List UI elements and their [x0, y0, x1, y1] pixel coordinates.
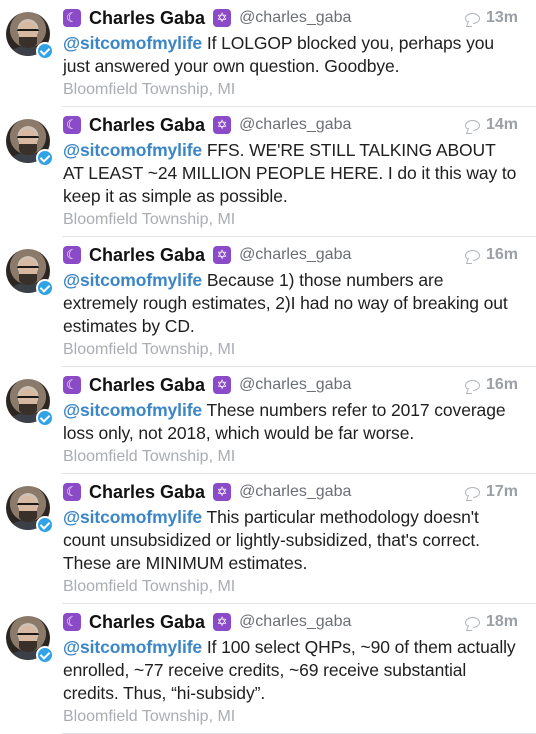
verified-badge-icon [36, 516, 54, 534]
avatar[interactable] [6, 379, 56, 429]
timestamp: 16m [485, 376, 518, 393]
star-of-david-icon: ✡ [213, 9, 231, 27]
tweet-body: If 100 select QHPs, ~90 of them actually enrolled, ~77 receive credits, ~69 receive substantial credits. Thus, “hi-subsidy”. [63, 637, 516, 703]
tweet[interactable] [0, 604, 536, 734]
tweet-location: Bloomfield Township, MI [63, 448, 236, 465]
crescent-moon-icon: ☾ [63, 246, 81, 264]
display-name[interactable]: Charles Gaba [89, 114, 206, 135]
reply-icon [465, 120, 480, 131]
tweet-text [63, 399, 518, 445]
tweet[interactable] [0, 367, 536, 474]
mention-link[interactable]: @sitcomofmylife [63, 637, 203, 657]
tweet-header [63, 373, 518, 397]
tweet-header [63, 243, 518, 267]
tweet-header [63, 480, 518, 504]
tweet-location: Bloomfield Township, MI [63, 211, 236, 228]
timestamp: 13m [485, 9, 518, 26]
reply-icon [465, 380, 480, 391]
reply-icon [465, 13, 480, 24]
tweet[interactable] [0, 237, 536, 367]
mention-link[interactable]: @sitcomofmylife [63, 33, 203, 53]
reply-icon [465, 487, 480, 498]
star-of-david-icon: ✡ [213, 613, 231, 631]
tweet-header [63, 6, 518, 30]
tweet-header [63, 113, 518, 137]
mention-link[interactable]: @sitcomofmylife [63, 400, 203, 420]
user-handle[interactable]: @charles_gaba [239, 483, 352, 500]
timestamp: 14m [485, 116, 518, 133]
avatar[interactable] [6, 486, 56, 536]
tweet[interactable] [0, 107, 536, 237]
verified-badge-icon [36, 279, 54, 297]
verified-badge-icon [36, 646, 54, 664]
user-handle[interactable]: @charles_gaba [239, 9, 352, 26]
star-of-david-icon: ✡ [213, 116, 231, 134]
mention-link[interactable]: @sitcomofmylife [63, 507, 203, 527]
timestamp: 17m [485, 483, 518, 500]
crescent-moon-icon: ☾ [63, 116, 81, 134]
tweet[interactable] [0, 0, 536, 107]
timestamp: 18m [485, 613, 518, 630]
tweet-text [63, 506, 518, 575]
reply-icon [465, 617, 480, 628]
tweet-text [63, 636, 518, 705]
crescent-moon-icon: ☾ [63, 376, 81, 394]
display-name[interactable]: Charles Gaba [89, 481, 206, 502]
display-name[interactable]: Charles Gaba [89, 611, 206, 632]
display-name[interactable]: Charles Gaba [89, 374, 206, 395]
tweet-body: These numbers refer to 2017 coverage loss only, not 2018, which would be far worse. [63, 400, 506, 443]
mention-link[interactable]: @sitcomofmylife [63, 140, 203, 160]
tweet-location: Bloomfield Township, MI [63, 578, 236, 595]
user-handle[interactable]: @charles_gaba [239, 613, 352, 630]
tweet-location: Bloomfield Township, MI [63, 708, 236, 725]
verified-badge-icon [36, 409, 54, 427]
crescent-moon-icon: ☾ [63, 9, 81, 27]
tweet-header [63, 610, 518, 634]
tweet-body: This particular methodology doesn't count unsubsidized or lightly-subsidized, that's correct. These are MINIMUM estimates. [63, 507, 480, 573]
star-of-david-icon: ✡ [213, 376, 231, 394]
verified-badge-icon [36, 149, 54, 167]
tweet[interactable] [0, 474, 536, 604]
display-name[interactable]: Charles Gaba [89, 7, 206, 28]
avatar[interactable] [6, 119, 56, 169]
mention-link[interactable]: @sitcomofmylife [63, 270, 203, 290]
reply-icon [465, 250, 480, 261]
timestamp: 16m [485, 246, 518, 263]
tweet-text [63, 32, 518, 78]
user-handle[interactable]: @charles_gaba [239, 376, 352, 393]
tweet-body: Because 1) those numbers are extremely rough estimates, 2)I had no way of breaking out estimates by CD. [63, 270, 508, 336]
display-name[interactable]: Charles Gaba [89, 244, 206, 265]
avatar[interactable] [6, 616, 56, 666]
verified-badge-icon [36, 42, 54, 60]
user-handle[interactable]: @charles_gaba [239, 116, 352, 133]
crescent-moon-icon: ☾ [63, 483, 81, 501]
star-of-david-icon: ✡ [213, 246, 231, 264]
crescent-moon-icon: ☾ [63, 613, 81, 631]
avatar[interactable] [6, 12, 56, 62]
tweet-location: Bloomfield Township, MI [63, 81, 236, 98]
tweet-text [63, 269, 518, 338]
tweet-text [63, 139, 518, 208]
user-handle[interactable]: @charles_gaba [239, 246, 352, 263]
tweet-body: If LOLGOP blocked you, perhaps you just answered your own question. Goodbye. [63, 33, 494, 76]
tweet-body: FFS. WE'RE STILL TALKING ABOUT AT LEAST ~24 MILLION PEOPLE HERE. I do it this way to keep it as simple as possible. [63, 140, 517, 206]
tweet-location: Bloomfield Township, MI [63, 341, 236, 358]
avatar[interactable] [6, 249, 56, 299]
star-of-david-icon: ✡ [213, 483, 231, 501]
